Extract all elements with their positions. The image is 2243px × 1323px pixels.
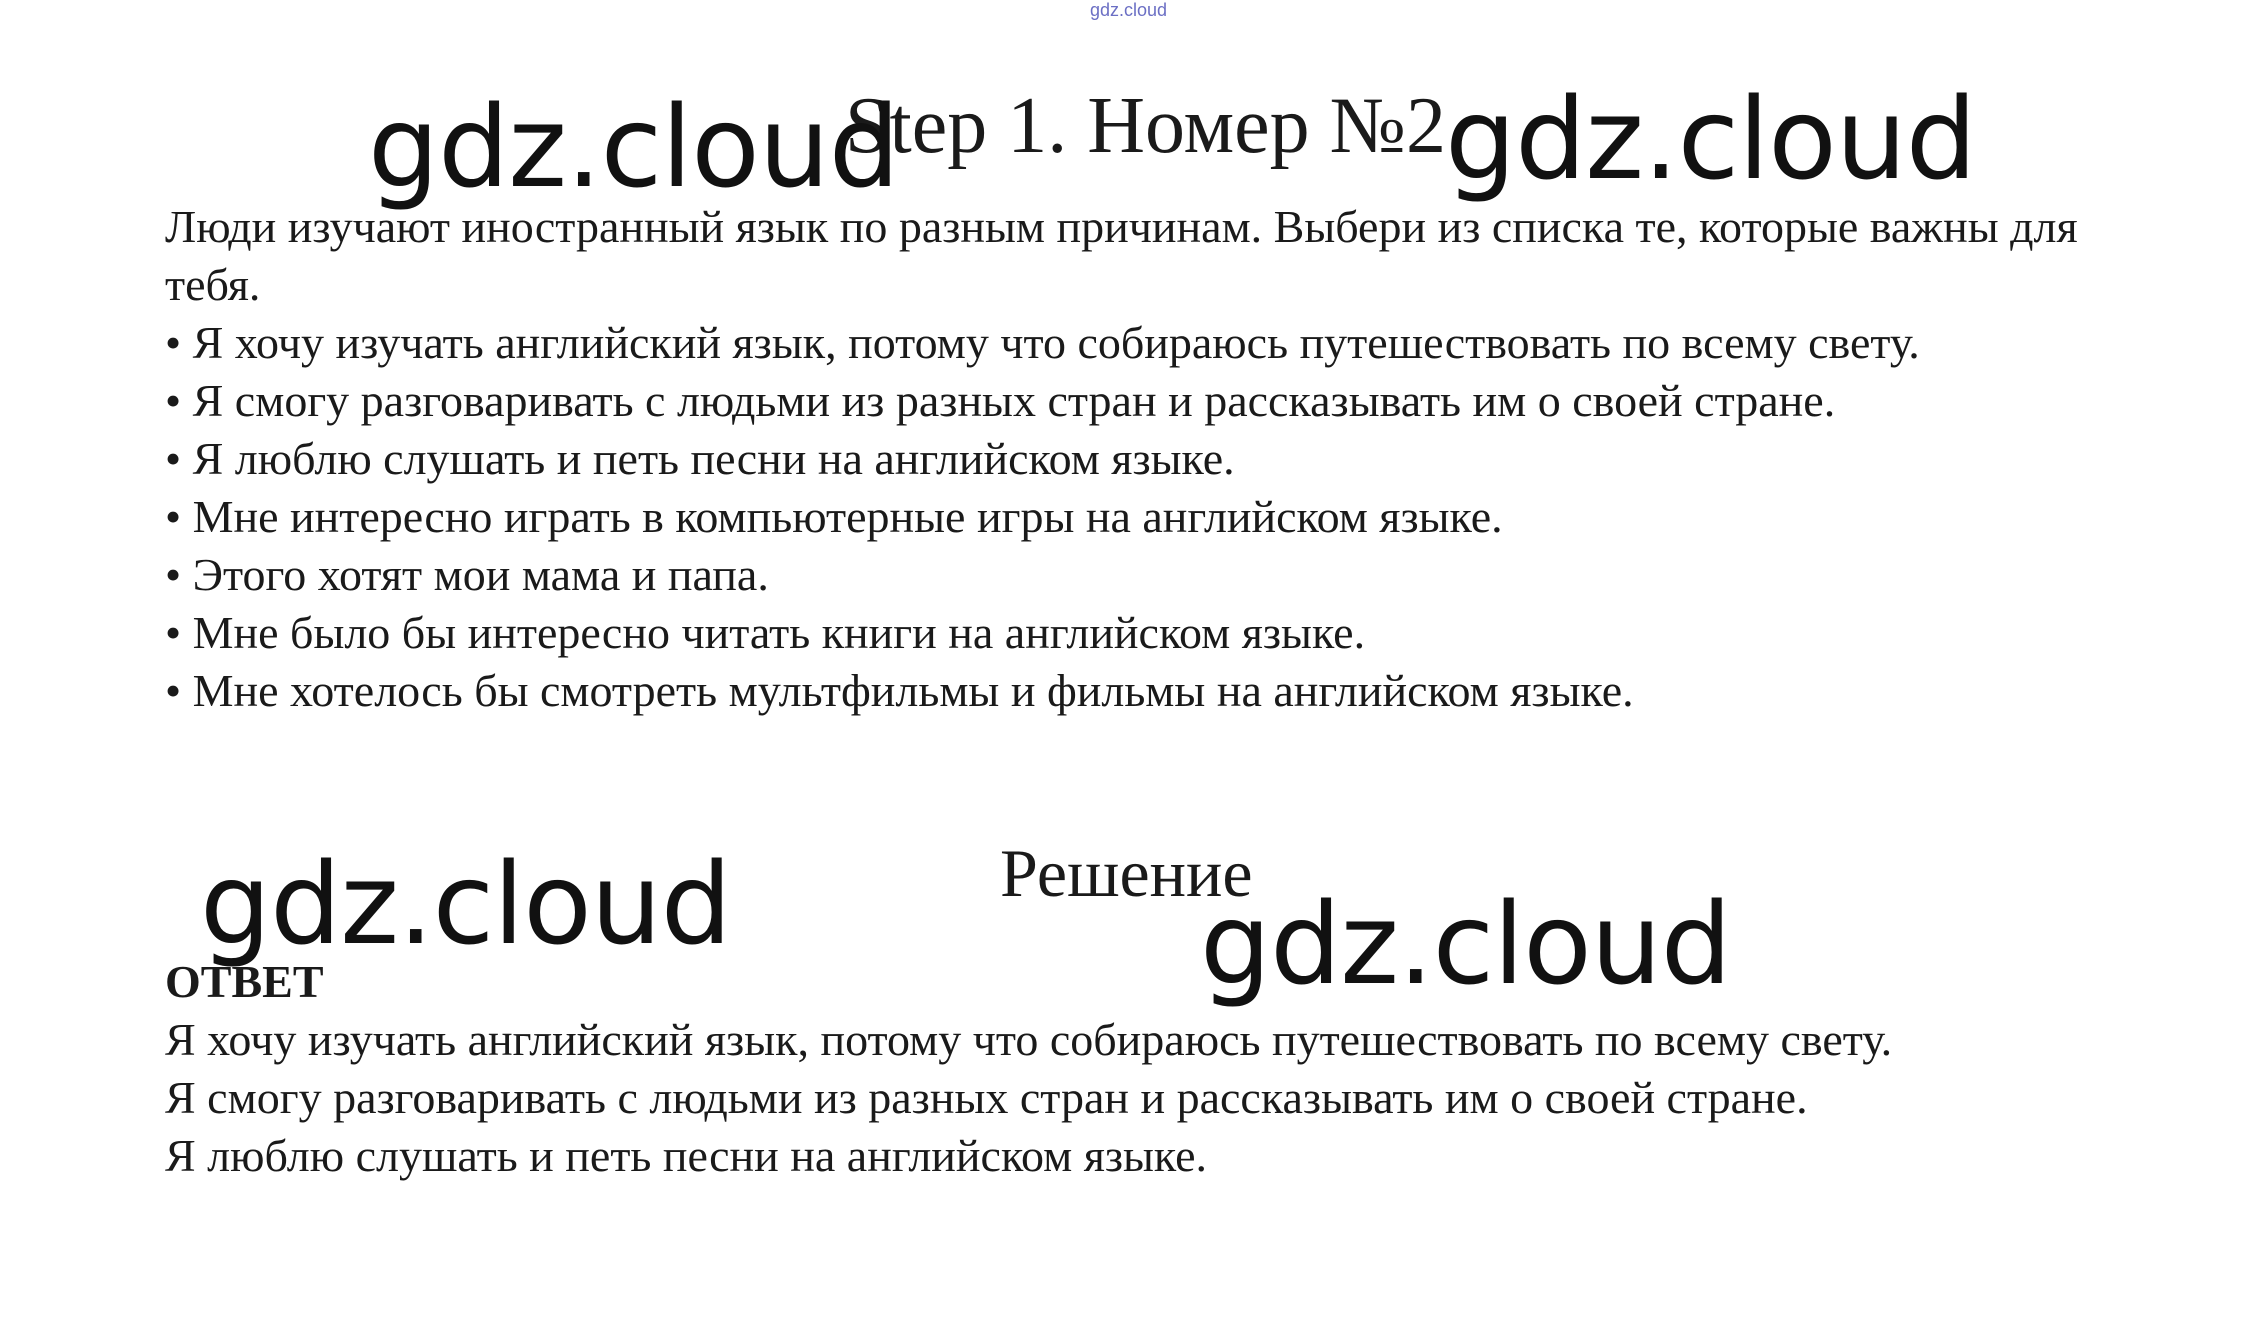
answer-line: Я смогу разговаривать с людьми из разных стран и рассказывать им о своей стране. [165, 1072, 1808, 1123]
task-item: • Я хочу изучать английский язык, потому что собираюсь путешествовать по всему свету. [165, 317, 1920, 368]
task-intro: Люди изучают иностранный язык по разным причинам. Выбери из списка те, которые важны для тебя. [165, 201, 2078, 310]
watermark: gdz.cloud [200, 840, 731, 970]
top-watermark-text: gdz.cloud [1090, 0, 1168, 20]
answer-line: Я люблю слушать и петь песни на английском языке. [165, 1130, 1208, 1181]
task-item: • Я люблю слушать и петь песни на английском языке. [165, 433, 1235, 484]
watermark: gdz.cloud [1445, 75, 1976, 205]
answer-text [165, 1011, 2165, 1185]
watermark: gdz.cloud [368, 83, 899, 213]
answer-line: Я хочу изучать английский язык, потому что собираюсь путешествовать по всему свету. [165, 1014, 1893, 1065]
task-item: • Я смогу разговаривать с людьми из разных стран и рассказывать им о своей стране. [165, 375, 1836, 426]
task-item: • Этого хотят мои мама и папа. [165, 549, 769, 600]
page-title: Step 1. Номер №2 [845, 82, 1446, 170]
task-item: • Мне было бы интересно читать книги на английском языке. [165, 607, 1366, 658]
watermark: gdz.cloud [1200, 880, 1731, 1010]
task-item: • Мне хотелось бы смотреть мультфильмы и фильмы на английском языке. [165, 665, 1634, 716]
solution-heading: Решение [1000, 835, 1253, 911]
answer-label: ОТВЕТ [165, 956, 324, 1007]
task-text [165, 198, 2125, 720]
task-item: • Мне интересно играть в компьютерные игры на английском языке. [165, 491, 1503, 542]
